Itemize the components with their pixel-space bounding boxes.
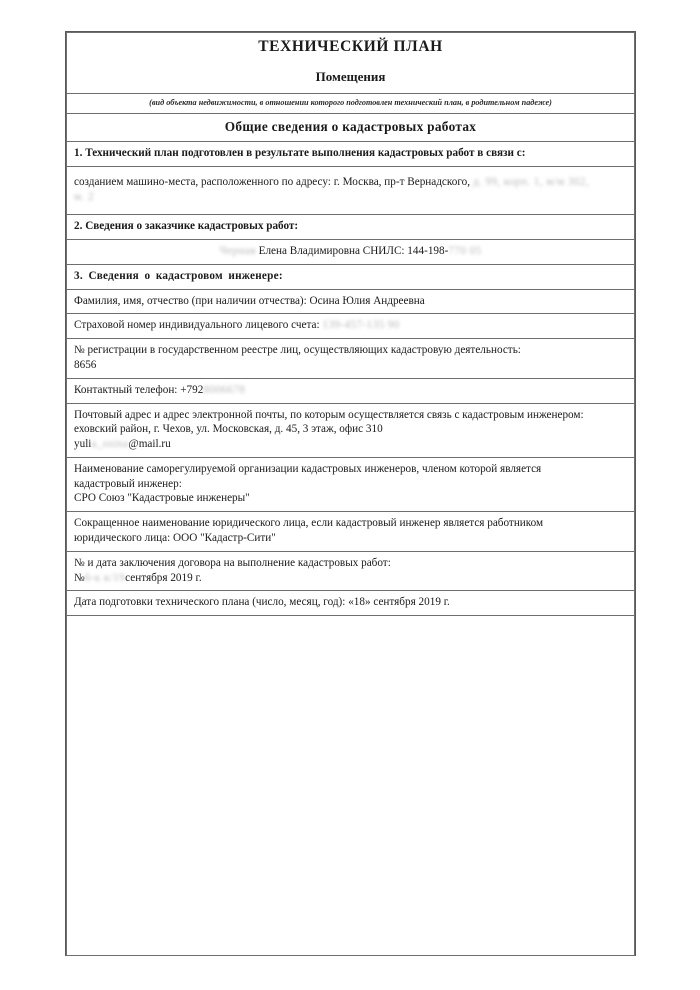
page-title: ТЕХНИЧЕСКИЙ ПЛАН — [258, 38, 443, 55]
engineer-registration-cell — [67, 339, 635, 379]
sro-name: СРО Союз "Кадастровые инженеры" — [74, 492, 250, 505]
contract-cell — [67, 551, 635, 591]
section1-heading: 1. Технический план подготовлен в результате выполнения кадастровых работ в связи с: — [67, 141, 635, 166]
section3-heading: 3. Сведения о кадастровом инженере: — [67, 264, 635, 289]
empty-space — [67, 616, 635, 956]
section1-heading-row — [67, 141, 635, 166]
section2-content-row — [67, 240, 635, 265]
general-info-heading: Общие сведения о кадастровых работах — [224, 119, 477, 135]
engineer-registration-value: 8656 — [74, 359, 97, 372]
legal-entity-row — [67, 512, 635, 552]
sro-cell — [67, 457, 635, 511]
document-subject: Помещения — [315, 69, 386, 85]
document-title-cell — [67, 33, 635, 94]
technical-plan-table — [66, 32, 635, 956]
section1-content — [67, 166, 635, 215]
section2-heading: 2. Сведения о заказчике кадастровых работ: — [67, 215, 635, 240]
address-redacted: д. 99, корп. 1, м/м 302, — [472, 175, 589, 188]
engineer-phone-row — [67, 378, 635, 403]
filler-row — [67, 616, 635, 956]
engineer-phone-redacted: 8006678 — [203, 383, 246, 396]
engineer-address-row — [67, 403, 635, 457]
engineer-email-prefix: yuli — [74, 438, 92, 451]
caption-cell — [67, 93, 635, 114]
subject-caption: (вид объекта недвижимости, в отношении которого подготовлен технический план, в родительном падеже) — [149, 97, 552, 107]
section2-content — [67, 240, 635, 265]
sro-label-line1: Наименование саморегулируемой организации кадастровых инженеров, членом которой является — [74, 462, 542, 475]
contract-row — [67, 551, 635, 591]
engineer-email-redacted: a_osina — [91, 438, 129, 451]
contract-number-redacted: 6-к к/19 — [84, 571, 126, 584]
sro-label-line2: кадастровый инженер: — [74, 477, 182, 490]
section2-heading-row — [67, 215, 635, 240]
section3-heading-row — [67, 264, 635, 289]
contract-number-prefix: № — [74, 571, 85, 584]
section-title-row — [67, 114, 635, 142]
engineer-fullname: Фамилия, имя, отчество (при наличии отчества): Осина Юлия Андреевна — [67, 289, 635, 314]
engineer-snils-label: Страховой номер индивидуального лицевого счета: — [74, 319, 320, 332]
customer-surname-redacted: Черная — [219, 245, 256, 258]
title-row — [67, 33, 635, 94]
prepared-date-row — [67, 591, 635, 616]
engineer-registration-row — [67, 339, 635, 379]
legal-entity-label: Сокращенное наименование юридического лица, если кадастровый инженер является работником — [74, 517, 544, 530]
engineer-phone-cell — [67, 378, 635, 403]
contract-label: № и дата заключения договора на выполнение кадастровых работ: — [74, 556, 391, 569]
cadastral-works-reason: созданием машино-места, расположенного по адресу: г. Москва, пр-т Вернадского, — [74, 175, 471, 188]
sro-row — [67, 457, 635, 511]
prepared-date-cell: Дата подготовки технического плана (число, месяц, год): «18» сентября 2019 г. — [67, 591, 635, 616]
engineer-snils-redacted: 139-457-135 90 — [322, 319, 400, 332]
section-title-cell — [67, 114, 635, 142]
document-page — [65, 31, 636, 956]
legal-entity-name: юридического лица: ООО "Кадастр-Сити" — [74, 532, 276, 545]
customer-name: Елена Владимировна СНИЛС: 144-198- — [258, 245, 449, 258]
engineer-registration-label: № регистрации в государственном реестре лиц, осуществляющих кадастровую деятельность: — [74, 344, 521, 357]
contract-date-suffix: сентября 2019 г. — [125, 571, 202, 584]
engineer-email-suffix: @mail.ru — [128, 438, 171, 451]
section1-content-row — [67, 166, 635, 215]
address-redacted-line2: м. 2 — [74, 190, 94, 203]
customer-snils-redacted: 770 05 — [448, 245, 482, 258]
legal-entity-cell — [67, 512, 635, 552]
engineer-address-cell — [67, 403, 635, 457]
engineer-postal-address: еховский район, г. Чехов, ул. Московская, д. 45, 3 этаж, офис 310 — [74, 423, 383, 436]
engineer-snils-cell — [67, 314, 635, 339]
engineer-snils-row — [67, 314, 635, 339]
caption-row — [67, 93, 635, 114]
engineer-name-row — [67, 289, 635, 314]
engineer-phone-label: Контактный телефон: +792 — [74, 383, 204, 396]
engineer-address-label: Почтовый адрес и адрес электронной почты, по которым осуществляется связь с кадастровым инженером: — [74, 408, 584, 421]
